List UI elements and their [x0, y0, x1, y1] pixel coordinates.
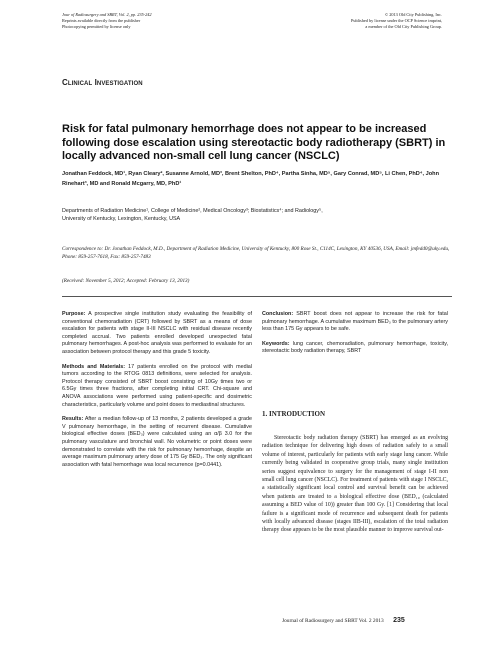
- abstract-methods: [62, 364, 252, 410]
- affiliations: [62, 207, 452, 223]
- abstract-conclusion: [262, 311, 448, 334]
- abstract-left-column: [62, 311, 252, 476]
- methods-label: Methods and Materials:: [62, 363, 126, 370]
- received-dates: (Received: November 5, 2012; Accepted: February 13, 2013): [62, 278, 190, 284]
- license-note: Published by license under the OCP Science imprint,: [350, 18, 442, 23]
- methods-text: 17 patients enrolled on the protocol with medial tumors according to the RTOG 0813 definitions, were selected for analysis. Protocol therapy consisted of SBRT boost consisting of 10Gy times two or 6.5Gy times three fractions, after completing initial CRT. Chi-square and ANOVA associations were performed using patient-specific and dosimetric characteristics, particularly volume and point doses to mediastinal structures.: [62, 363, 252, 408]
- abstract-purpose: [62, 311, 252, 357]
- footer-journal: Journal of Radiosurgery and SBRT Vol. 2 2013: [282, 618, 384, 624]
- keywords-label: Keywords:: [262, 340, 290, 347]
- intro-heading: 1. INTRODUCTION: [262, 410, 326, 418]
- section-tag: Clinical Investigation: [62, 78, 143, 87]
- intro-body: Stereotactic body radiation therapy (SBRT) has emerged as an evolving radiation technique for delivering high doses of radiation safely to a small volume of interest, particularly for patients with early stage lung cancer. While currently being validated in cooperative group trials, many single institution series suggest equivalence to surgery for the management of stage I-II non small cell lung cancer (NSCLC). For treatment of patients with stage I NSCLC, a statistically significant local control and survival benefit can be achieved when patients are treated to a biological effective dose (BED₁₀ (calculated assuming a BED value of 10)) greater than 100 Gy. [1] Considering that local failure is a significant mode of recurrence and subsequent death for patients with locally advanced disease (stages IIB-III), escalation of the total radiation therapy dose appears to be the most plausible manner to improve survival out-: [262, 435, 448, 534]
- journal-citation: Jour of Radiosurgery and SBRT, Vol. 2, pp. 235-242: [62, 12, 152, 17]
- publisher-member: a member of the Old City Publishing Group.: [365, 24, 442, 29]
- header-left: [62, 12, 262, 30]
- abstract-right-column: [262, 311, 448, 363]
- results-label: Results:: [62, 416, 84, 423]
- correspondence: Correspondence to: Dr. Jonathan Feddock, M.D., Department of Radiation Medicine, University of Kentucky, 800 Rose St., C114C, Lexington, KY 40536, USA, Email: jmfedd0@uky.edu, Phone: 859-257-7618, Fax: 859-257-7483: [62, 246, 450, 260]
- divider: [62, 296, 452, 297]
- abstract-keywords: [262, 341, 448, 356]
- abstract-results: [62, 416, 252, 469]
- reprint-note: Reprints available directly from the publisher: [62, 18, 141, 23]
- header-right: [242, 12, 442, 30]
- affiliation-departments: Departments of Radiation Medicine¹, College of Medicine², Medical Oncology³; Biostatistics⁴; and Radiology⁵,: [62, 208, 323, 214]
- conclusion-text: SBRT boost does not appear to increase the risk for fatal pulmonary hemorrhage. A cumulative maximum BED₃ to the pulmonary artery less than 175 Gy appears to be safe.: [262, 311, 448, 333]
- conclusion-label: Conclusion:: [262, 311, 294, 317]
- photocopy-note: Photocopying permitted by license only: [62, 24, 131, 29]
- copyright: © 2013 Old City Publishing, Inc.: [384, 12, 442, 17]
- page-footer: [282, 617, 405, 624]
- author-list: Jonathan Feddock, MD¹, Ryan Cleary², Susanne Arnold, MD³, Brent Shelton, PhD⁴, Partha Sinha, MD⁵, Gary Conrad, MD⁵, Li Chen, PhD⁴, John Rinehart³, MD and Ronald Mcgarry, MD, PhD¹: [62, 171, 440, 187]
- paper-title: Risk for fatal pulmonary hemorrhage does not appear to be increased following dose escalation using stereotactic body radiotherapy (SBRT) in locally advanced non-small cell lung cancer (NSCLC): [62, 123, 446, 162]
- page-number: 235: [393, 617, 405, 624]
- keywords-text: lung cancer, chemoradiation, pulmonary hemorrhage, toxicity, stereotactic body radiation therapy, SBRT: [262, 340, 448, 355]
- results-text: After a median follow-up of 13 months, 2 patients developed a grade V pulmonary hemorrhage, in the setting of recurrent disease. Cumulative biological effective doses (BED₃) were calculated using an α/β 3.0 for the pulmonary vasculature and bronchial wall. No volumetric or point doses were demonstrated to correlate with the risk for pulmonary hemorrhage, despite an average maximum pulmonary artery dose of 175 Gy BED₃. The only significant association with fatal hemorrhage was local recurrence (p=0.0441).: [62, 416, 252, 468]
- affiliation-university: University of Kentucky, Lexington, Kentucky, USA: [62, 216, 181, 222]
- purpose-text: A prospective single institution study evaluating the feasibility of conventional chemoradiation (CRT) followed by SBRT as a means of dose escalation for patients with stage II-III NSCLC with residual disease recently completed accrual. Two patients enrolled developed unexpected fatal pulmonary hemorrhages. A post-hoc analysis was performed to evaluate for an association between protocol therapy and this grade 5 toxicity.: [62, 311, 252, 355]
- purpose-label: Purpose:: [62, 311, 86, 317]
